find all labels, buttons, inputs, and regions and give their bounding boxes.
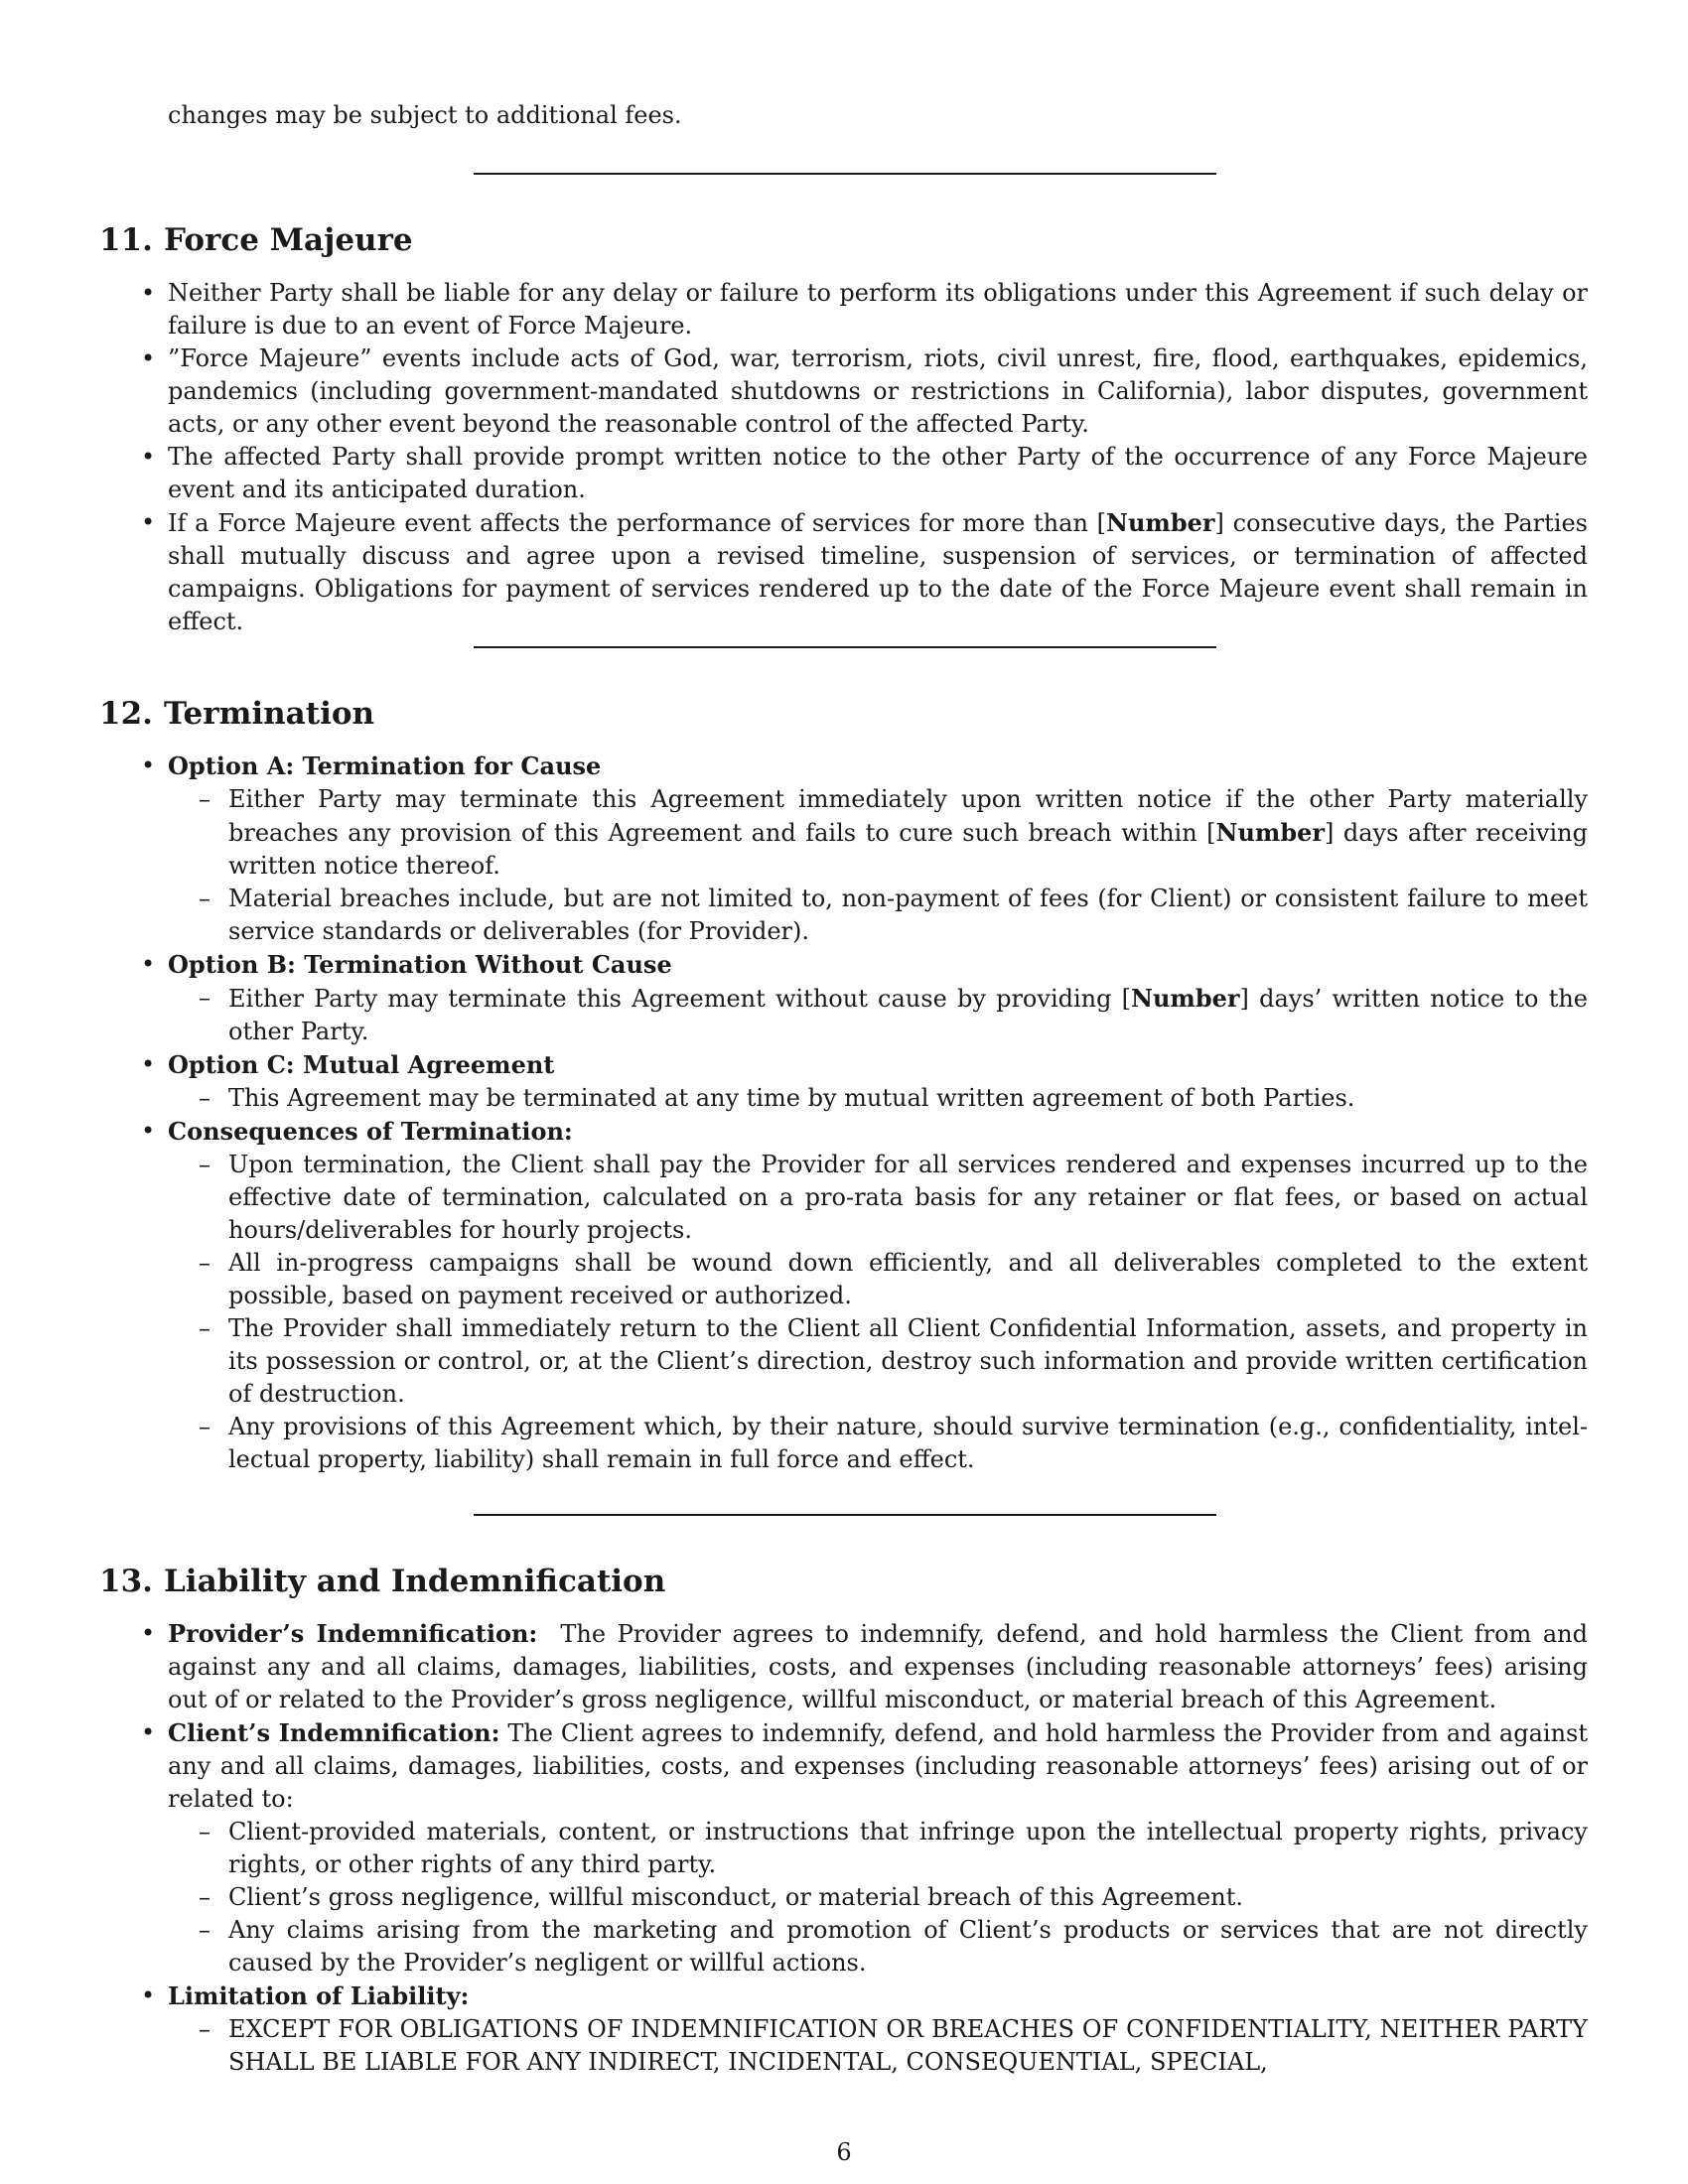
section-divider	[474, 173, 1216, 175]
section-number: 11.	[99, 222, 153, 258]
item-text: Either Party may terminate this Agreement without cause by providing [	[228, 985, 1132, 1013]
sub-item	[228, 1411, 1588, 1476]
sub-item	[228, 1082, 1588, 1115]
sub-list	[168, 1816, 1588, 1979]
item-text: Upon termination, the Client shall pay the Provider for all services rendered and expenses incurred up to the effective date of termination, calculated on a pro-rata basis for any retainer or flat fees, or based on actual hours/deliverables for hourly projects.	[228, 1151, 1588, 1244]
item-text: This Agreement may be terminated at any time by mutual written agreement of both Parties.	[228, 1084, 1355, 1112]
item-text: Any provisions of this Agreement which, by their nature, should survive termination (e.g., confidentiality, intellectual property, liability) shall remain in full force and effect.	[228, 1413, 1588, 1473]
sub-item	[228, 2013, 1588, 2079]
section-heading-liability	[99, 1562, 665, 1601]
liability-list	[168, 1617, 1588, 2079]
item-text: The Client agrees to indemnify, defend, and hold harmless the Provider from and against any and all claims, damages, liabilities, costs, and expenses (including reasonable attorneys’ fees) arising out of or related to:	[168, 1719, 1588, 1813]
section-number: 13.	[99, 1564, 153, 1599]
item-text: ] days after receiving written notice thereof.	[228, 819, 1589, 880]
termination-list	[168, 750, 1588, 1476]
section-divider	[474, 646, 1216, 648]
list-item-provider-indemnification	[168, 1617, 1588, 1716]
section-number: 12.	[99, 696, 153, 732]
sub-item	[228, 1914, 1588, 1979]
sub-item	[228, 1881, 1588, 1914]
placeholder-number: Number	[1215, 818, 1326, 847]
item-text: Either Party may terminate this Agreement immediately upon written notice if the other Party materially breaches any provision of this Agreement and fails to cure such breach within [	[228, 785, 1588, 847]
list-item	[168, 342, 1588, 441]
list-item-option-c	[168, 1048, 1588, 1115]
sub-list	[168, 1149, 1588, 1476]
continued-paragraph: changes may be subject to additional fees.	[168, 101, 682, 129]
list-item-consequences	[168, 1115, 1588, 1476]
force-majeure-list	[168, 277, 1588, 638]
item-text: Client’s gross negligence, willful misconduct, or material breach of this Agreement.	[228, 1883, 1243, 1911]
item-text: Any claims arising from the marketing and promotion of Client’s products or services that are not directly caused by the Provider’s negligent or willful actions.	[228, 1916, 1588, 1977]
item-text: ] consecutive days, the Parties shall mutually discuss and agree upon a revised timeline, suspension of services, or termination of affected campaigns. Obligations for payment of services rendered up to the date of the Force Majeure event shall remain in effect.	[168, 509, 1588, 635]
item-heading: Limitation of Liability:	[168, 1981, 470, 2010]
sub-item	[228, 1149, 1588, 1247]
sub-list	[168, 783, 1588, 948]
item-text: Neither Party shall be liable for any delay or failure to perform its obligations under this Agreement if such delay or failure is due to an event of Force Majeure.	[168, 279, 1588, 340]
option-heading: Option A: Termination for Cause	[168, 751, 602, 780]
section-heading-termination	[99, 694, 374, 734]
item-text: Client-provided materials, content, or instructions that infringe upon the intellectual property rights, privacy rights, or other rights of any third party.	[228, 1818, 1588, 1878]
placeholder-number: Number	[1106, 508, 1215, 537]
item-text: ”Force Majeure” events include acts of God, war, terrorism, riots, civil unrest, fire, flood, earthquakes, epidemics, pandemics (including government-mandated shutdowns or restrictions in California), labor disputes, government acts, or any other event beyond the reasonable control of the affected Party.	[168, 344, 1588, 438]
placeholder-number: Number	[1131, 984, 1240, 1013]
item-text: If a Force Majeure event affects the performance of services for more than [	[168, 509, 1107, 537]
page-number: 6	[836, 2138, 852, 2166]
list-item-option-a	[168, 750, 1588, 948]
item-heading: Client’s Indemnification:	[168, 1718, 500, 1747]
item-text: ] days’ written notice to the other Party.	[228, 985, 1588, 1045]
section-title: Liability and Indemnification	[164, 1564, 666, 1599]
item-heading: Provider’s Indemnification:	[168, 1619, 538, 1648]
list-item-option-b	[168, 948, 1588, 1048]
sub-list	[168, 1082, 1588, 1115]
sub-item	[228, 1816, 1588, 1881]
list-item	[168, 441, 1588, 506]
sub-item	[228, 783, 1588, 883]
sub-item	[228, 982, 1588, 1048]
list-item-client-indemnification	[168, 1716, 1588, 1979]
item-text: The affected Party shall provide prompt written notice to the other Party of the occurrence of any Force Majeure event and its anticipated duration.	[168, 443, 1588, 503]
list-item	[168, 506, 1588, 638]
sub-item	[228, 883, 1588, 948]
list-item-limitation	[168, 1979, 1588, 2079]
sub-list	[168, 982, 1588, 1048]
item-text: The Provider shall immediately return to the Client all Client Confidential Information, assets, and property in its possession or control, or, at the Client’s direction, destroy such information and provide written certification of destruction.	[228, 1314, 1588, 1408]
section-divider	[474, 1514, 1216, 1516]
option-heading: Option B: Termination Without Cause	[168, 950, 672, 979]
sub-item	[228, 1312, 1588, 1411]
item-text: The Provider agrees to indemnify, defend, and hold harmless the Client from and against any and all claims, damages, liabilities, costs, and expenses (including reasonable attorneys’ fees) arising out of or related to the Provider’s gross negligence, willful misconduct, or material breach of this Agreement.	[168, 1620, 1588, 1713]
section-title: Termination	[164, 696, 375, 732]
item-text: All in-progress campaigns shall be wound down efficiently, and all deliverables completed to the extent possible, based on payment received or authorized.	[228, 1249, 1588, 1309]
option-heading: Consequences of Termination:	[168, 1117, 573, 1146]
option-heading: Option C: Mutual Agreement	[168, 1050, 555, 1079]
section-heading-force-majeure	[99, 220, 413, 260]
item-text: Material breaches include, but are not limited to, non-payment of fees (for Client) or consistent failure to meet service standards or deliverables (for Provider).	[228, 885, 1588, 945]
section-title: Force Majeure	[164, 222, 413, 258]
list-item	[168, 277, 1588, 342]
sub-item	[228, 1247, 1588, 1312]
sub-list	[168, 2013, 1588, 2079]
item-text: EXCEPT FOR OBLIGATIONS OF INDEMNIFICATION OR BREACHES OF CONFIDENTIALITY, NEITHER PARTY SHALL BE LIABLE FOR ANY INDIRECT, INCIDENTAL, CONSEQUENTIAL, SPECIAL,	[228, 2015, 1588, 2076]
